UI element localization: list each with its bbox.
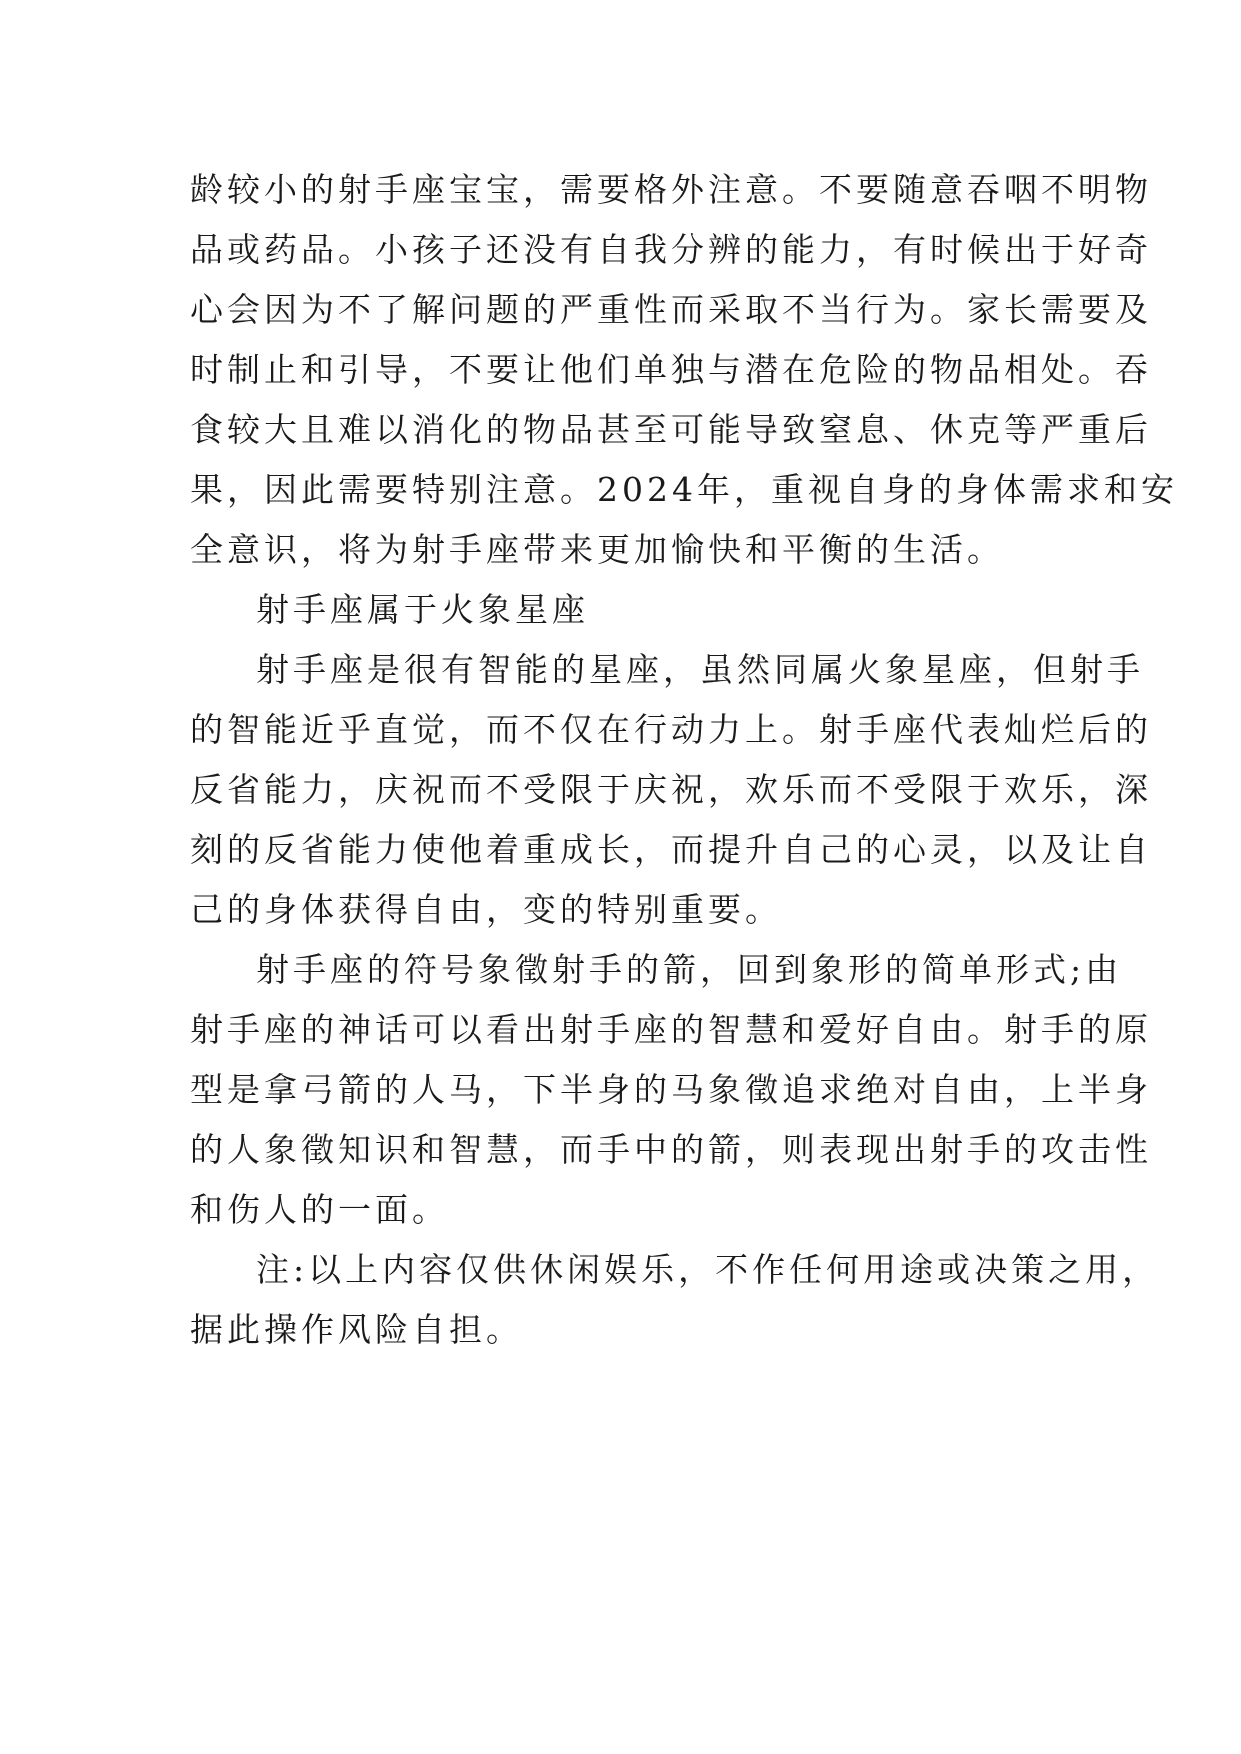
text-line: 据此操作风险自担。: [190, 1310, 523, 1349]
text-line: 食较大且难以消化的物品甚至可能导致窒息、休克等严重后: [190, 410, 1152, 449]
paragraph-symbol: [190, 940, 1152, 1240]
text-line: 射手座是很有智能的星座，虽然同属火象星座，但射手: [256, 650, 1144, 689]
document-body: [190, 160, 1178, 1360]
text-line: 型是拿弓箭的人马，下半身的马象徵追求绝对自由，上半身: [190, 1070, 1152, 1109]
text-line: 反省能力，庆祝而不受限于庆祝，欢乐而不受限于欢乐，深: [190, 770, 1152, 809]
paragraph-safety-continued: [190, 160, 1178, 580]
section-heading-fire-sign: [190, 580, 1050, 640]
text-line: 注:以上内容仅供休闲娱乐，不作任何用途或决策之用，: [256, 1250, 1160, 1289]
text-line: 射手座的神话可以看出射手座的智慧和爱好自由。射手的原: [190, 1010, 1152, 1049]
paragraph-intelligence: [190, 640, 1152, 940]
text-line: 果，因此需要特别注意。2024年，重视自身的身体需求和安: [190, 470, 1178, 509]
text-line: 龄较小的射手座宝宝，需要格外注意。不要随意吞咽不明物: [190, 170, 1152, 209]
text-line: 己的身体获得自由，变的特别重要。: [190, 890, 782, 929]
text-line: 射手座属于火象星座: [256, 590, 589, 629]
text-line: 的智能近乎直觉，而不仅在行动力上。射手座代表灿烂后的: [190, 710, 1152, 749]
text-line: 全意识，将为射手座带来更加愉快和平衡的生活。: [190, 530, 1004, 569]
text-line: 的人象徵知识和智慧，而手中的箭，则表现出射手的攻击性: [190, 1130, 1152, 1169]
text-line: 品或药品。小孩子还没有自我分辨的能力，有时候出于好奇: [190, 230, 1152, 269]
text-line: 时制止和引导，不要让他们单独与潜在危险的物品相处。吞: [190, 350, 1152, 389]
text-line: 射手座的符号象徵射手的箭，回到象形的简单形式;由: [256, 950, 1123, 989]
text-line: 和伤人的一面。: [190, 1190, 449, 1229]
text-line: 心会因为不了解问题的严重性而采取不当行为。家长需要及: [190, 290, 1152, 329]
paragraph-disclaimer: [190, 1240, 1160, 1360]
text-line: 刻的反省能力使他着重成长，而提升自己的心灵，以及让自: [190, 830, 1152, 869]
